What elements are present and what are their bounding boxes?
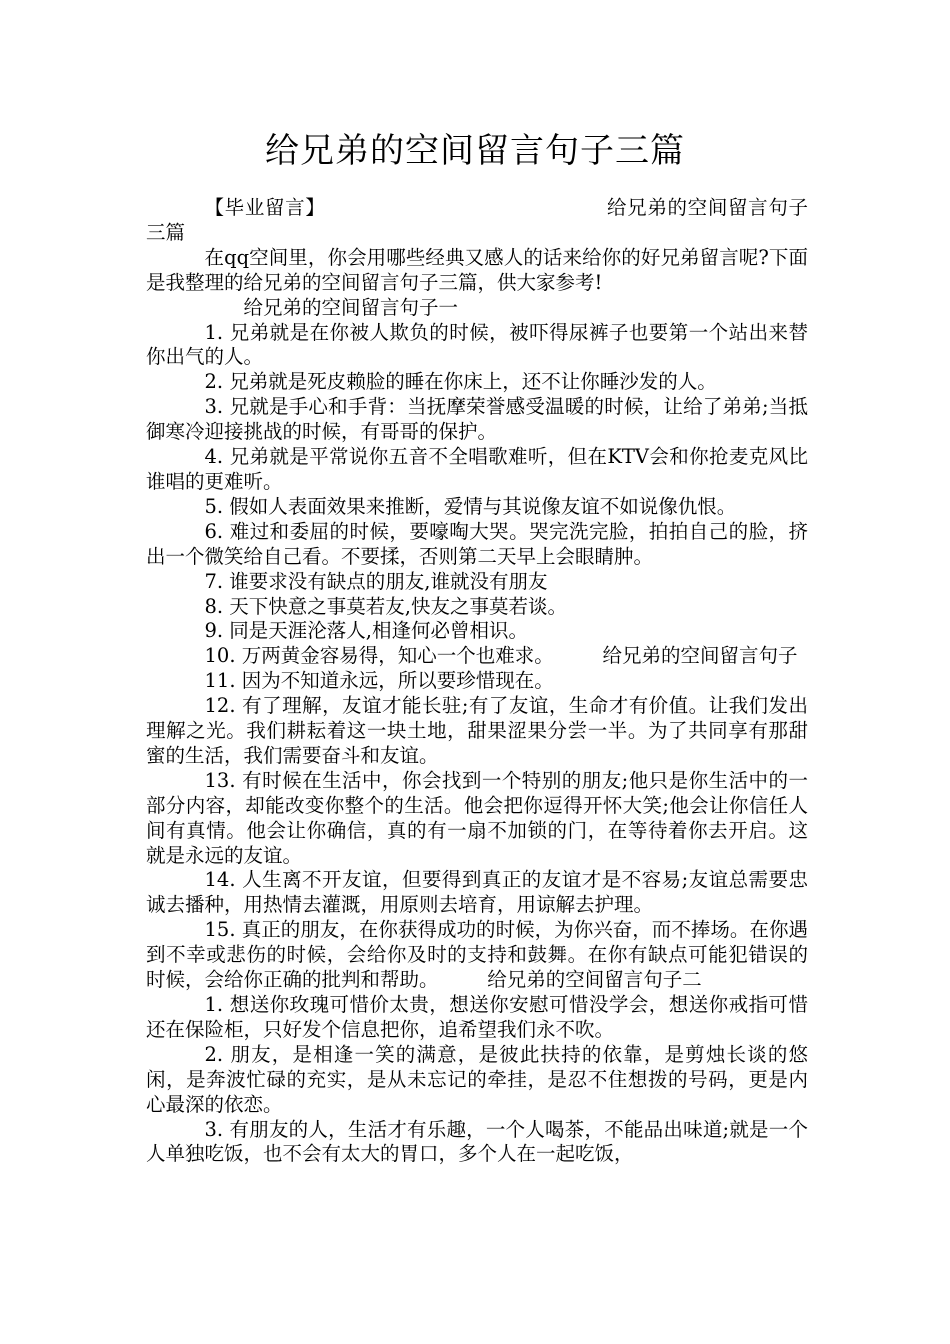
section1-item-15-text: 15. 真正的朋友，在你获得成功的时候，为你兴奋，而不捧场。在你遇到不幸或悲伤的时候，会给你及时的支持和鼓舞。在你有缺点可能犯错误的时候，会给你正确的批判和帮助。 xyxy=(146,918,808,992)
section1-item-13: 13. 有时候在生活中，你会找到一个特别的朋友;他只是你生活中的一部分内容，却能改变你整个的生活。他会把你逗得开怀大笑;他会让你信任人间有真情。他会让你确信，真的有一扇不加锁的门，在等待着你去开启。这就是永远的友谊。 xyxy=(146,768,808,867)
section1-heading: 给兄弟的空间留言句子一 xyxy=(243,295,459,319)
inline-heading: 给兄弟的空间留言句子 xyxy=(602,644,798,668)
header-line xyxy=(146,196,808,246)
section1-item-1: 1. 兄弟就是在你被人欺负的时候，被吓得尿裤子也要第一个站出来替你出气的人。 xyxy=(146,320,808,369)
section1-item-10-text: 10. 万两黄金容易得，知心一个也难求。 xyxy=(204,644,554,668)
section1-item-7: 7. 谁要求没有缺点的朋友,谁就没有朋友 xyxy=(204,569,548,593)
category-label: 【毕业留言】 xyxy=(204,196,326,219)
section1-item-4: 4. 兄弟就是平常说你五音不全唱歌难听，但在KTV会和你抢麦克风比谁唱的更难听。 xyxy=(146,445,808,493)
section1-item-10 xyxy=(146,644,808,669)
document-body xyxy=(146,196,808,1167)
section1-item-12: 12. 有了理解，友谊才能长驻;有了友谊，生命才有价值。让我们发出理解之光。我们耕耘着这一块土地，甜果涩果分尝一半。为了共同享有那甜蜜的生活，我们需要奋斗和友谊。 xyxy=(146,694,808,767)
section1-item-5: 5. 假如人表面效果来推断，爱情与其说像友谊不如说像仇恨。 xyxy=(204,494,737,518)
section1-item-14: 14. 人生离不开友谊，但要得到真正的友谊才是不容易;友谊总需要忠诚去播种，用热情去灌溉，用原则去培育，用谅解去护理。 xyxy=(146,868,808,917)
section1-item-6: 6. 难过和委屈的时候，要嚎啕大哭。哭完洗完脸，拍拍自己的脸，挤出一个微笑给自己看。不要揉，否则第二天早上会眼睛肿。 xyxy=(146,519,808,568)
section1-item-3: 3. 兄就是手心和手背：当抚摩荣誉感受温暖的时候，让给了弟弟;当抵御寒冷迎接挑战的时候，有哥哥的保护。 xyxy=(146,395,808,444)
section1-item-9: 9. 同是天涯沦落人,相逢何必曾相识。 xyxy=(204,619,529,643)
section2-item-3: 3. 有朋友的人，生活才有乐趣，一个人喝茶，不能品出味道;就是一个人单独吃饭，也不会有太大的胃口，多个人在一起吃饭， xyxy=(146,1117,808,1166)
intro-paragraph: 在qq空间里，你会用哪些经典又感人的话来给你的好兄弟留言呢?下面是我整理的给兄弟的空间留言句子三篇，供大家参考! xyxy=(146,245,808,294)
section2-item-1: 1. 想送你玫瑰可惜价太贵，想送你安慰可惜没学会，想送你戒指可惜还在保险柜，只好发个信息把你，追希望我们永不吹。 xyxy=(146,993,808,1041)
section2-heading: 给兄弟的空间留言句子二 xyxy=(487,968,702,992)
section1-item-11: 11. 因为不知道永远，所以要珍惜现在。 xyxy=(204,669,554,693)
header-doc-title: 给兄弟的空间留言句子三篇 xyxy=(146,196,808,244)
document-title: 给兄弟的空间留言句子三篇 xyxy=(265,131,685,171)
section1-item-8: 8. 天下快意之事莫若友,快友之事莫若谈。 xyxy=(204,594,568,618)
section1-item-2: 2. 兄弟就是死皮赖脸的睡在你床上，还不让你睡沙发的人。 xyxy=(204,370,717,394)
section2-item-2: 2. 朋友，是相逢一笑的满意，是彼此扶持的依靠，是剪烛长谈的悠闲，是奔波忙碌的充实，是从未忘记的牵挂，是忍不住想拨的号码，更是内心最深的依恋。 xyxy=(146,1042,808,1116)
section1-item-15 xyxy=(146,918,808,993)
